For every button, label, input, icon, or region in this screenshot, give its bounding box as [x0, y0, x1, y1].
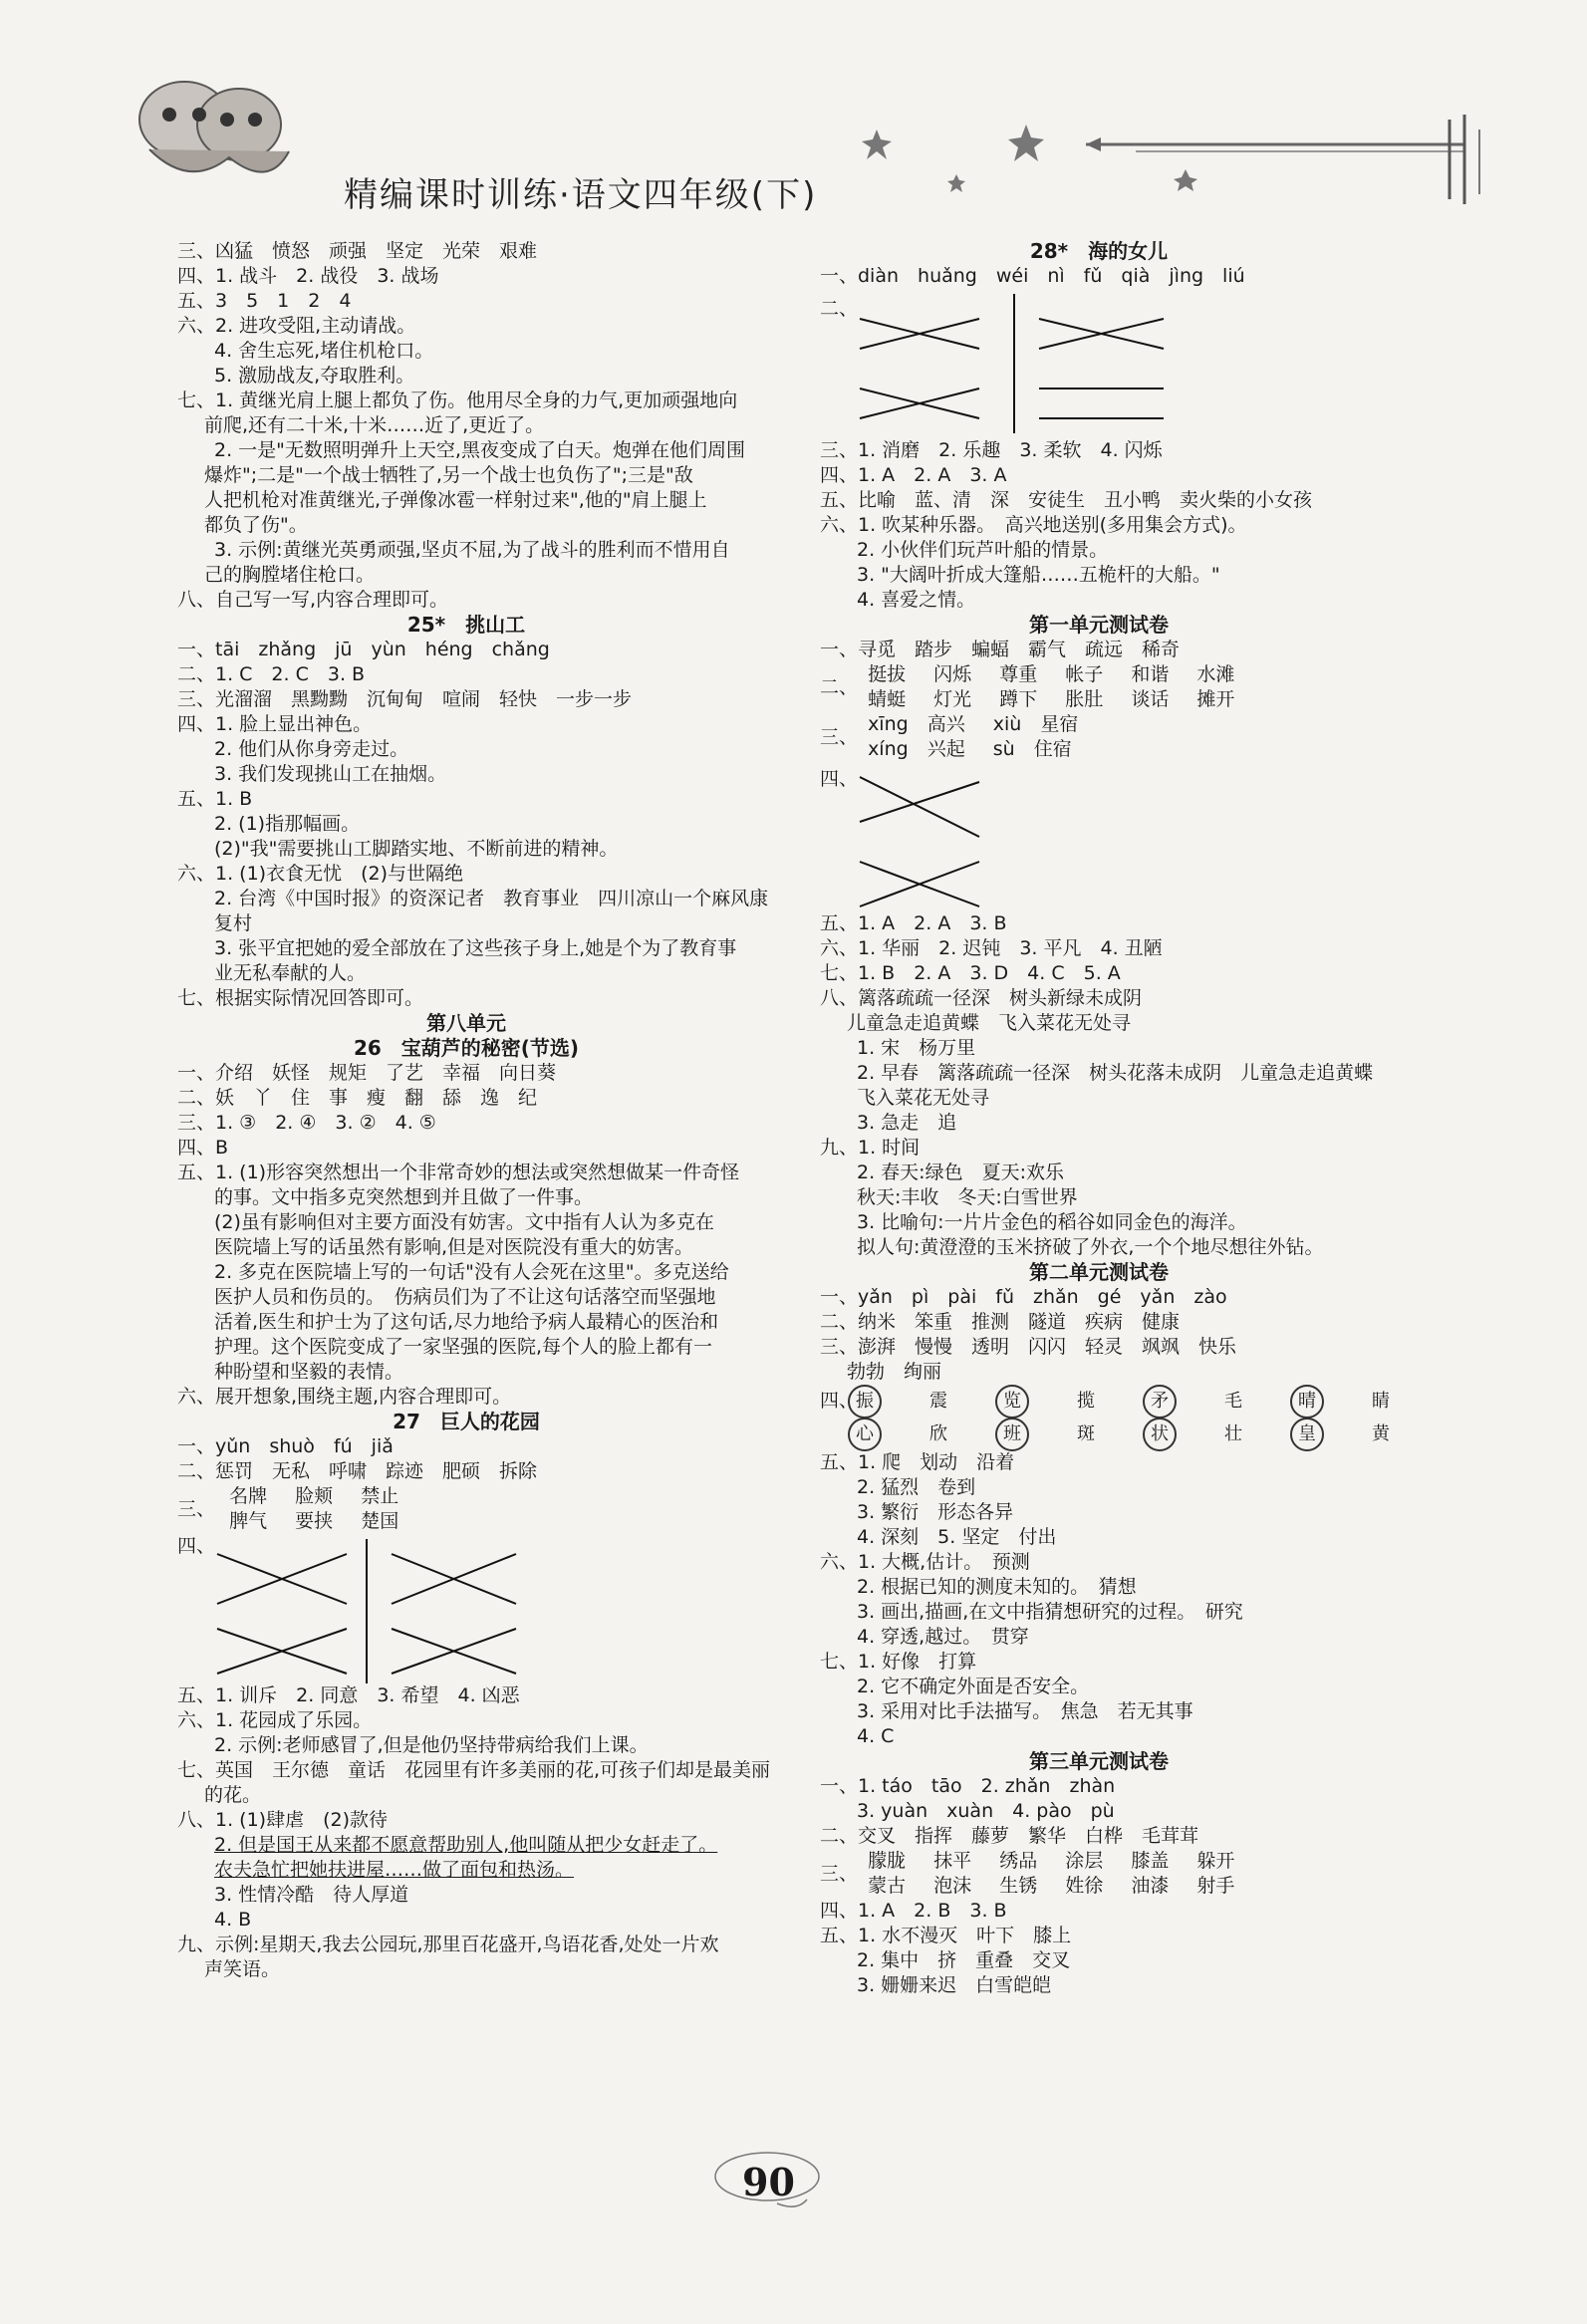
answer-line: 3. "大阔叶折成大篷船……五桅杆的大船。" [857, 564, 1220, 586]
word: 楚国 [361, 1510, 399, 1532]
bracket-answer-group [820, 662, 1517, 712]
answer-line: 九、示例:星期天,我去公园玩,那里百花盛开,鸟语花香,处处一片欢 [177, 1934, 719, 1955]
answer-line: 二、交叉 指挥 藤萝 繁华 白桦 毛茸茸 [820, 1825, 1199, 1847]
lesson-title: 28* 海的女儿 [1029, 239, 1169, 263]
answer-line: 4. 喜爱之情。 [857, 589, 976, 611]
question-label: 三、 [820, 725, 859, 748]
circled-char: 心 [848, 1418, 882, 1451]
matching-lines-figure [850, 762, 1049, 911]
word: 涂层 [1065, 1850, 1104, 1872]
circled-row [848, 1418, 1438, 1451]
word-pair [1131, 1849, 1169, 1899]
page-title: 精编课时训练·语文四年级(下) [344, 175, 818, 215]
word-pair [999, 662, 1037, 712]
answer-line: 复村 [214, 912, 253, 934]
answer-line: 爆炸";二是"一个战士牺牲了,另一个战士也负伤了";三是"敌 [204, 464, 693, 486]
answer-line: (2)虽有影响但对主要方面没有妨害。文中指有人认为多克在 [214, 1211, 714, 1233]
answer-line: 2. 春天:绿色 夏天:欢乐 [857, 1162, 1064, 1183]
lesson-title: 25* 挑山工 [406, 613, 526, 637]
lesson25-answers [177, 638, 795, 1011]
lesson-title: 27 巨人的花园 [393, 1410, 540, 1433]
answer-line: 4. C [857, 1725, 895, 1747]
answer-line: 护理。这个医院变成了一家坚强的医院,每个人的脸上都有一 [214, 1336, 713, 1358]
unit-title: 第八单元 [426, 1011, 506, 1035]
answer-line: 八、自己写一写,内容合理即可。 [177, 589, 449, 611]
pinyin-pair [868, 712, 965, 762]
word: xiù 星宿 [992, 713, 1079, 735]
circled-char: 振 [848, 1385, 882, 1419]
bracket-answer-group [820, 1849, 1517, 1899]
word: 蹲下 [999, 688, 1038, 710]
lesson26-answers [177, 1061, 795, 1410]
word: 名牌 [229, 1485, 268, 1507]
word-pair [229, 1484, 267, 1534]
test-title: 第三单元测试卷 [1029, 1749, 1169, 1773]
answer-line: 种盼望和坚毅的表情。 [214, 1361, 404, 1383]
answer-line: 2. 一是"无数照明弹升上天空,黑夜变成了白天。炮弹在他们周围 [214, 439, 745, 461]
test-title: 第二单元测试卷 [1029, 1260, 1169, 1284]
word: 抹平 [933, 1850, 972, 1872]
answer-line: 四、1. A 2. A 3. A [820, 464, 1007, 486]
matching-lines-figure [850, 289, 1268, 438]
answer-line: 的花。 [204, 1784, 262, 1806]
answer-line: 六、1. 大概,估计。 预测 [820, 1551, 1030, 1573]
char: 壮 [1224, 1423, 1242, 1444]
matching-diagram [820, 762, 1517, 911]
char: 揽 [1077, 1391, 1095, 1412]
word-pair [1196, 662, 1234, 712]
answer-line: 六、1. 华丽 2. 迟钝 3. 平凡 4. 丑陋 [820, 937, 1163, 959]
answer-line: 活着,医生和护士为了这句话,尽力地给予病人最精心的医治和 [214, 1311, 719, 1333]
answer-line: 2. 集中 挤 重叠 交叉 [857, 1949, 1071, 1971]
word-pair [361, 1484, 398, 1534]
word: 膝盖 [1131, 1850, 1170, 1872]
answer-line: 五、3 5 1 2 4 [177, 290, 352, 312]
answer-line: 3. 示例:黄继光英勇顽强,坚贞不屈,为了战斗的胜利而不惜用自 [214, 539, 730, 561]
answer-line: 三、光溜溜 黑黝黝 沉甸甸 喧闹 轻快 一步一步 [177, 688, 633, 710]
answer-line: 2. (1)指那幅画。 [214, 813, 361, 835]
answer-line: 六、1. 花园成了乐园。 [177, 1709, 373, 1731]
answer-line: 七、英国 王尔德 童话 花园里有许多美丽的花,可孩子们却是最美丽 [177, 1759, 771, 1781]
answer-line: 三、凶猛 愤怒 顽强 坚定 光荣 艰难 [177, 240, 538, 262]
matching-diagram [177, 1534, 795, 1683]
answer-line: 拟人句:黄澄澄的玉米挤破了外衣,一个个地尽想往外钻。 [857, 1236, 1324, 1258]
answer-line: 人把机枪对准黄继光,子弹像冰雹一样射过来",他的"肩上腿上 [204, 489, 707, 511]
right-column [820, 239, 1517, 1998]
page-number: 90 [742, 2160, 795, 2204]
answer-line: 医院墙上写的话虽然有影响,但是对医院没有重大的妨害。 [214, 1236, 694, 1258]
answer-line: 4. 舍生忘死,堵住机枪口。 [214, 340, 434, 362]
char: 黄 [1372, 1423, 1390, 1444]
circled-row [848, 1385, 1438, 1419]
answer-line: 一、yǔn shuò fú jiǎ [177, 1435, 394, 1457]
answer-line: 六、展开想象,围绕主题,内容合理即可。 [177, 1386, 512, 1408]
answer-line: 五、1. A 2. A 3. B [820, 912, 1007, 934]
answer-line: 都负了伤"。 [204, 514, 308, 536]
answer-line: 业无私奉献的人。 [214, 962, 367, 984]
answer-line: 七、1. 好像 打算 [820, 1651, 977, 1673]
answer-line: 一、1. táo tāo 2. zhǎn zhàn [820, 1775, 1116, 1797]
answer-line: 2. 他们从你身旁走过。 [214, 738, 409, 760]
answer-line: 三、澎湃 慢慢 透明 闪闪 轻灵 飒飒 快乐 [820, 1336, 1237, 1358]
answer-line: 三、1. ③ 2. ④ 3. ② 4. ⑤ [177, 1112, 436, 1134]
circled-char: 状 [1143, 1418, 1177, 1451]
answer-line: 飞入菜花无处寻 [857, 1087, 990, 1109]
word-pair [1065, 662, 1103, 712]
answer-line: 五、1. 水不漫灭 叶下 膝上 [820, 1925, 1072, 1946]
word: 帐子 [1065, 663, 1104, 685]
word: 要挟 [295, 1510, 334, 1532]
answer-line: 5. 激励战友,夺取胜利。 [214, 365, 415, 387]
twin-cat-mascot-icon [139, 82, 289, 172]
word: 脸颊 [295, 1485, 334, 1507]
answer-line: 五、1. 训斥 2. 同意 3. 希望 4. 凶恶 [177, 1684, 520, 1706]
star-decoration-icon [862, 125, 1197, 192]
answer-line: 九、1. 时间 [820, 1137, 921, 1159]
answer-line: 秋天:丰收 冬天:白雪世界 [857, 1186, 1078, 1208]
word: 姓徐 [1065, 1875, 1104, 1897]
answer-line: 医护人员和伤员的。 伤病员们为了不让这句话落空而坚强地 [214, 1286, 716, 1308]
word-pair [1131, 662, 1169, 712]
answer-line: 的事。文中指多克突然想到并且做了一件事。 [214, 1186, 594, 1208]
answer-line: 六、2. 进攻受阻,主动请战。 [177, 315, 416, 337]
answer-line: 七、根据实际情况回答即可。 [177, 987, 424, 1009]
word: 尊重 [999, 663, 1038, 685]
answer-line: 一、yǎn pì pài fǔ zhǎn gé yǎn zào [820, 1286, 1227, 1308]
answer-line: 一、tāi zhǎng jū yùn héng chǎng [177, 639, 550, 660]
pinyin-pair [993, 712, 1079, 762]
answer-line: 3. 我们发现挑山工在抽烟。 [214, 763, 447, 785]
word: 油漆 [1131, 1875, 1170, 1897]
matching-lines-figure [207, 1534, 685, 1683]
char: 毛 [1224, 1391, 1242, 1412]
answer-line: 前爬,还有二十米,十米……近了,更近了。 [204, 414, 545, 436]
question-label: 二、 [820, 298, 859, 320]
answer-line: 八、篱落疏疏一径深 树头新绿未成阴 [820, 987, 1143, 1009]
answer-line: 2. 示例:老师感冒了,但是他仍坚持带病给我们上课。 [214, 1734, 649, 1756]
answer-line: 五、比喻 蓝、清 深 安徒生 丑小鸭 卖火柴的小女孩 [820, 489, 1313, 511]
question-label: 四、 [820, 768, 859, 790]
word: 胀肚 [1065, 688, 1104, 710]
char: 睛 [1372, 1391, 1390, 1412]
answer-line: 农夫急忙把她扶进屋……做了面包和热汤。 [214, 1859, 575, 1881]
word: xīng 高兴 [868, 713, 965, 735]
word: 摊开 [1196, 688, 1235, 710]
answer-line: 己的胸膛堵住枪口。 [204, 564, 376, 586]
word-pair [868, 662, 906, 712]
answer-line: 一、介绍 妖怪 规矩 了艺 幸福 向日葵 [177, 1062, 557, 1084]
circled-char: 矛 [1143, 1385, 1177, 1419]
answer-line: 2. 早春 篱落疏疏一径深 树头花落未成阴 儿童急走追黄蝶 [857, 1062, 1374, 1084]
answer-line: 3. 比喻句:一片片金色的稻谷如同金色的海洋。 [857, 1211, 1247, 1233]
question-label: 四、 [820, 1390, 859, 1412]
answer-line: 2. 猛烈 卷到 [857, 1476, 976, 1498]
word: 泡沫 [933, 1875, 972, 1897]
word-pair [933, 662, 971, 712]
word-pair [868, 1849, 906, 1899]
answer-line: 二、1. C 2. C 3. B [177, 663, 366, 685]
circled-char: 班 [995, 1418, 1029, 1451]
page-header [130, 80, 1504, 215]
answer-line: 七、1. 黄继光肩上腿上都负了伤。他用尽全身的力气,更加顽强地向 [177, 389, 738, 411]
lesson27-answers [177, 1434, 795, 1982]
answer-line: 4. 穿透,越过。 贯穿 [857, 1626, 1029, 1648]
word: xíng 兴起 [868, 738, 965, 760]
answer-line: 3. 张平宜把她的爱全部放在了这些孩子身上,她是个为了教育事 [214, 937, 737, 959]
lesson-title: 26 宝葫芦的秘密(节选) [353, 1036, 580, 1060]
answer-line: 三、1. 消磨 2. 乐趣 3. 柔软 4. 闪烁 [820, 439, 1163, 461]
answer-line: 一、diàn huǎng wéi nì fǔ qià jìng liú [820, 265, 1245, 287]
word-pair [1196, 1849, 1234, 1899]
answer-line: 七、1. B 2. A 3. D 4. C 5. A [820, 962, 1121, 984]
circled-char: 览 [995, 1385, 1029, 1419]
question-label: 二、 [820, 675, 859, 698]
word: 蒙古 [868, 1875, 907, 1897]
word: 绣品 [999, 1850, 1038, 1872]
word: 朦胧 [868, 1850, 907, 1872]
answer-line: 二、纳米 笨重 推测 隧道 疾病 健康 [820, 1311, 1181, 1333]
answer-line: 2. 但是国王从来都不愿意帮助别人,他叫随从把少女赶走了。 [214, 1834, 718, 1856]
answer-line: 2. 根据已知的测度未知的。 猜想 [857, 1576, 1137, 1598]
word: 灯光 [933, 688, 972, 710]
bracket-answer-group [820, 712, 1517, 762]
word: 谈话 [1131, 688, 1170, 710]
answer-line: 四、1. 脸上显出神色。 [177, 713, 373, 735]
answer-line: 八、1. (1)肆虐 (2)款待 [177, 1809, 388, 1831]
answer-line: 四、1. A 2. B 3. B [820, 1900, 1007, 1922]
word: 射手 [1196, 1875, 1235, 1897]
answer-line: 3. 姗姗来迟 白雪皑皑 [857, 1974, 1052, 1996]
answer-line: 2. 多克在医院墙上写的一句话"没有人会死在这里"。多克送给 [214, 1261, 729, 1283]
word: 水滩 [1196, 663, 1235, 685]
question-label: 四、 [177, 1535, 216, 1557]
answer-line: (2)"我"需要挑山工脚踏实地、不断前进的精神。 [214, 838, 619, 860]
answer-line: 勃勃 绚丽 [847, 1361, 942, 1383]
answer-line: 3. yuàn xuàn 4. pào pù [857, 1800, 1115, 1822]
circled-characters [820, 1385, 1517, 1450]
answer-line: 四、B [177, 1137, 229, 1159]
answer-line: 一、寻觅 踏步 蝙蝠 霸气 疏远 稀奇 [820, 639, 1181, 660]
char: 震 [929, 1391, 947, 1412]
answer-line: 4. 深刻 5. 坚定 付出 [857, 1526, 1057, 1548]
answer-line: 2. 小伙伴们玩芦叶船的情景。 [857, 539, 1109, 561]
answer-line: 3. 性情冷酷 待人厚道 [214, 1884, 409, 1906]
word: 和谐 [1131, 663, 1170, 685]
circled-char: 晴 [1290, 1385, 1324, 1419]
bracket-answer-group: 三、 名牌 脾气 脸颊 要挟 禁止 楚国 [177, 1485, 399, 1532]
answer-line: 3. 画出,描画,在文中指猜想研究的过程。 研究 [857, 1601, 1243, 1623]
answer-line: 2. 台湾《中国时报》的资深记者 教育事业 四川凉山一个麻风康 [214, 888, 769, 909]
answer-line: 六、1. (1)衣食无忧 (2)与世隔绝 [177, 863, 463, 885]
answer-line: 声笑语。 [204, 1958, 281, 1980]
answer-line: 儿童急走追黄蝶 飞入菜花无处寻 [847, 1012, 1132, 1034]
answer-line: 3. 采用对比手法描写。 焦急 若无其事 [857, 1700, 1193, 1722]
matching-diagram [820, 289, 1517, 438]
word: 蜻蜓 [868, 688, 907, 710]
answer-line: 四、1. 战斗 2. 战役 3. 战场 [177, 265, 439, 287]
answer-line: 五、1. B [177, 788, 253, 810]
word: sù 住宿 [992, 738, 1072, 760]
word-pair [933, 1849, 971, 1899]
word: 脾气 [229, 1510, 268, 1532]
left-column [177, 239, 795, 1982]
answer-line: 3. 繁衍 形态各异 [857, 1501, 1014, 1523]
word-pair [295, 1484, 333, 1534]
answer-line: 4. B [214, 1909, 252, 1931]
answer-line: 五、1. 爬 划动 沿着 [820, 1451, 1015, 1473]
word: 躲开 [1196, 1850, 1235, 1872]
answer-line: 六、1. 吹某种乐器。 高兴地送别(多用集会方式)。 [820, 514, 1247, 536]
word-pair [999, 1849, 1037, 1899]
word: 禁止 [361, 1485, 399, 1507]
test-title: 第一单元测试卷 [1029, 613, 1169, 637]
word: 生锈 [999, 1875, 1038, 1897]
answer-line: 1. 宋 杨万里 [857, 1037, 976, 1059]
answer-line: 2. 它不确定外面是否安全。 [857, 1676, 1090, 1697]
word: 闪烁 [933, 663, 972, 685]
lesson24-answers [177, 239, 795, 613]
circled-char: 皇 [1290, 1418, 1324, 1451]
char: 斑 [1077, 1423, 1095, 1444]
char: 欣 [929, 1423, 947, 1444]
answer-line: 五、1. (1)形容突然想出一个非常奇妙的想法或突然想做某一件奇怪 [177, 1162, 740, 1183]
question-label: 三、 [820, 1862, 859, 1885]
answer-line: 二、惩罚 无私 呼啸 踪迹 肥硕 拆除 [177, 1460, 538, 1482]
word: 挺拔 [868, 663, 907, 685]
answer-line: 二、妖 丫 住 事 瘦 翻 舔 逸 纪 [177, 1087, 538, 1109]
answer-line: 3. 急走 追 [857, 1112, 957, 1134]
word-pair [1065, 1849, 1103, 1899]
